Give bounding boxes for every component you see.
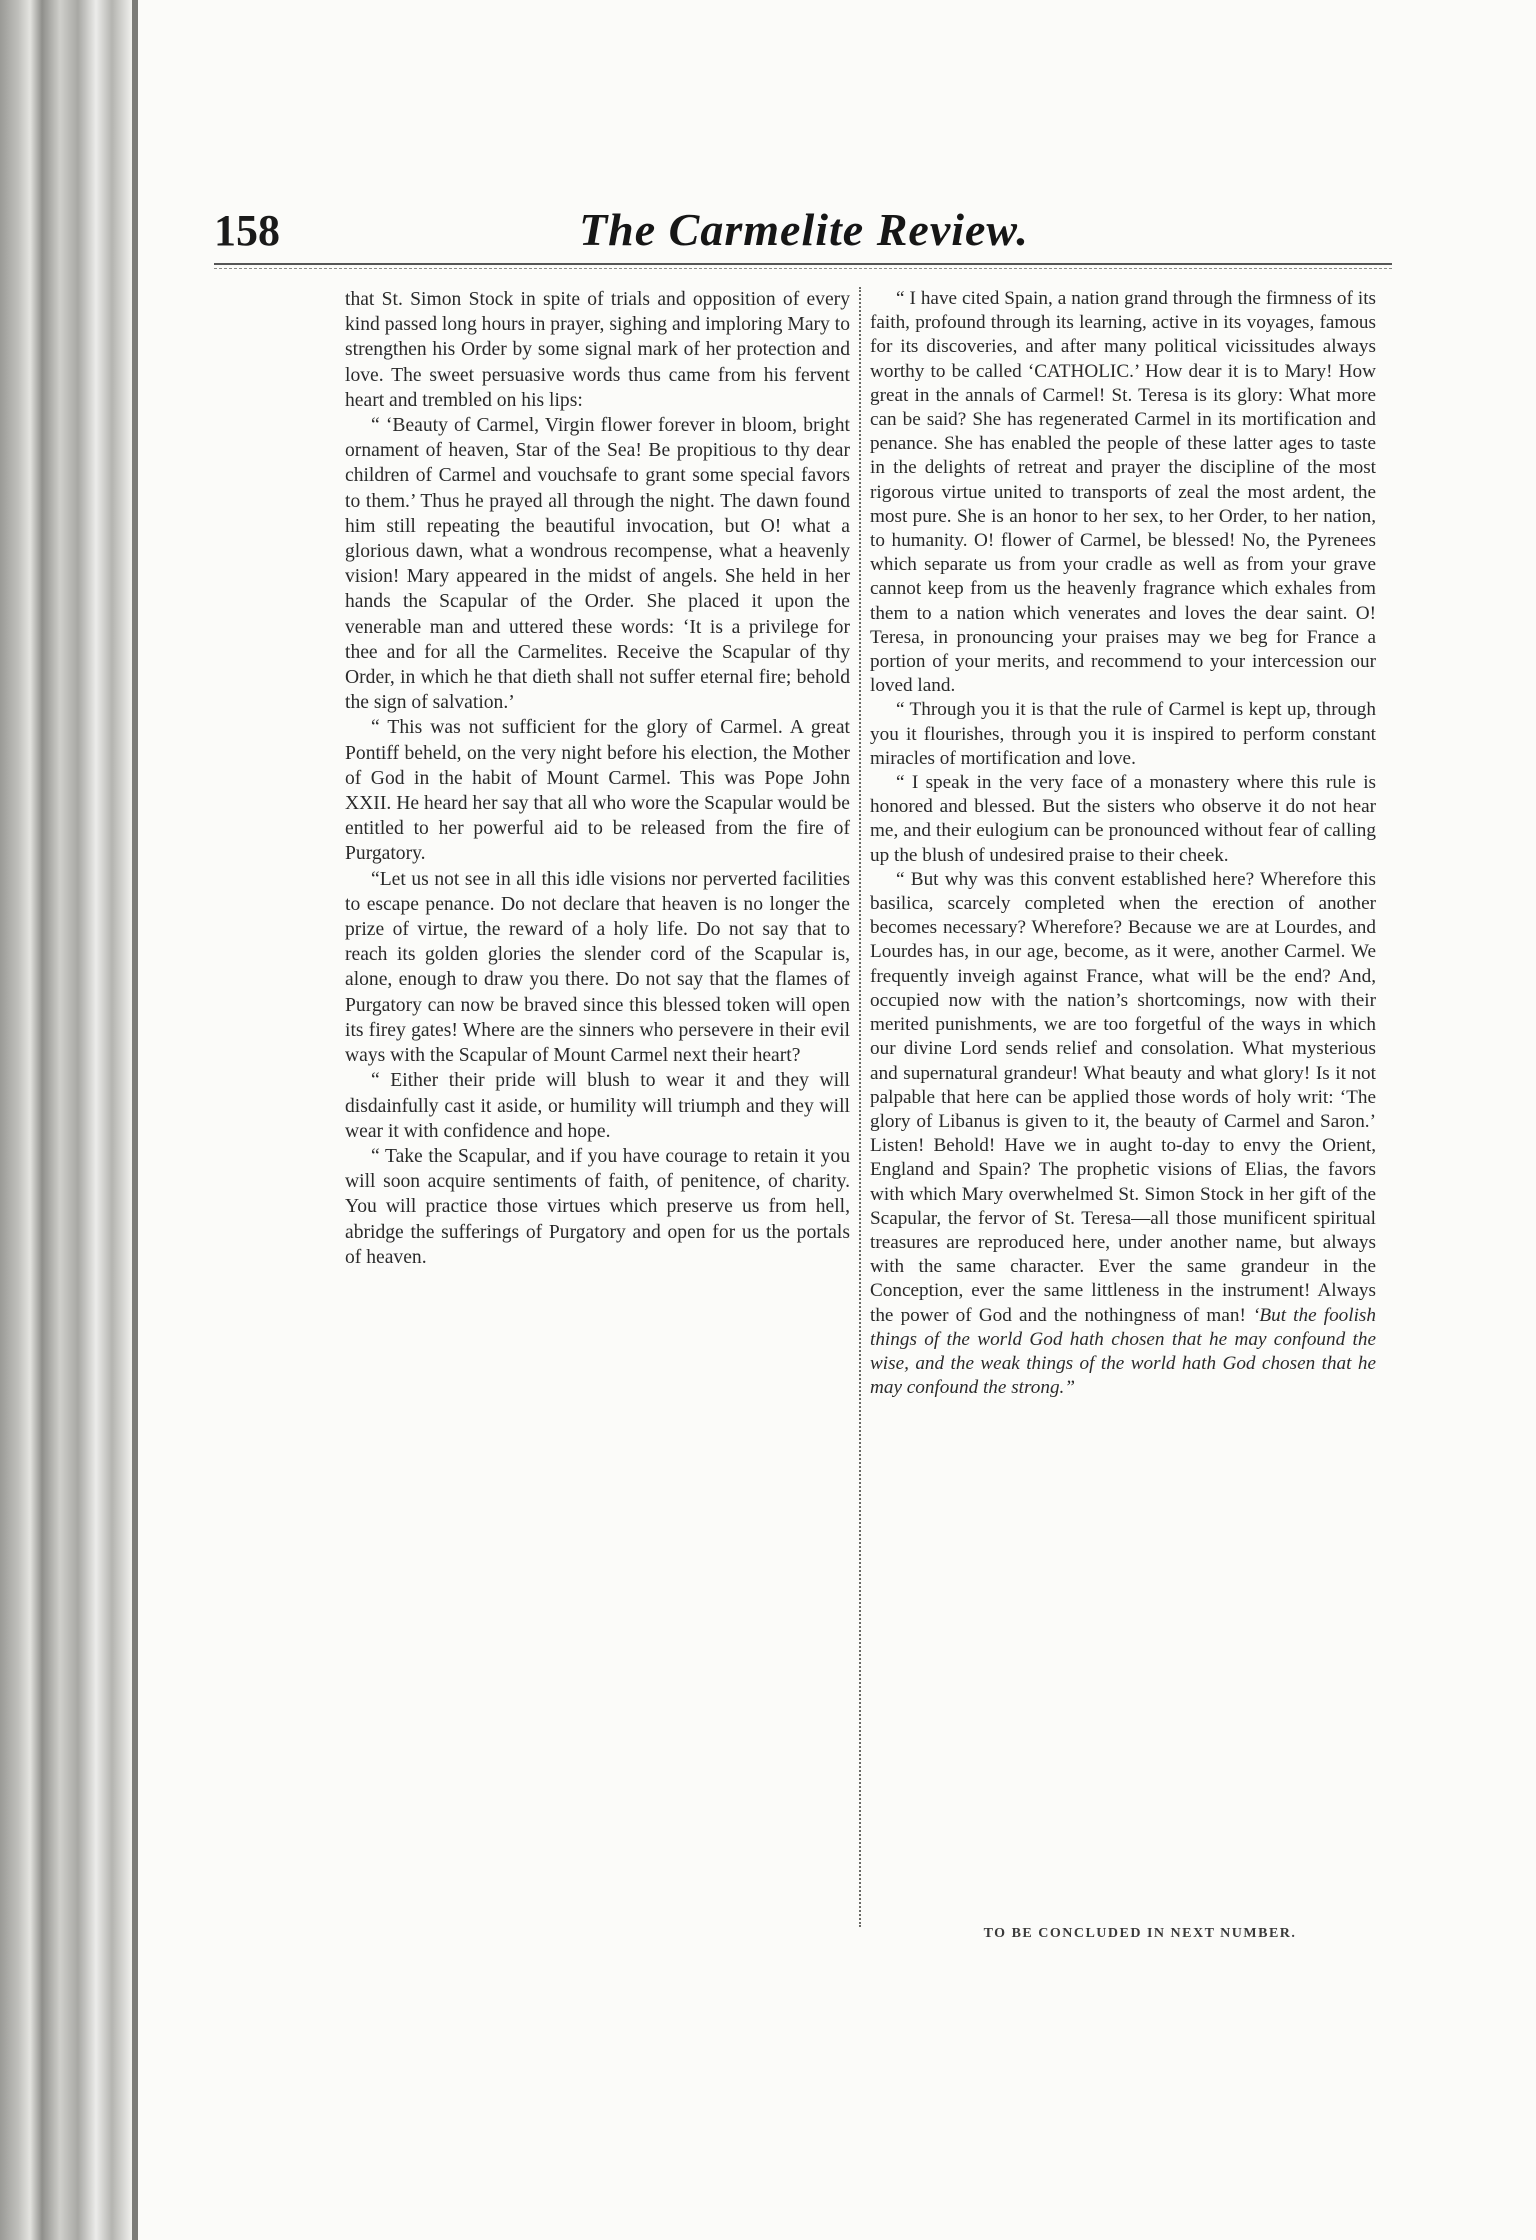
right-paragraph-4-italic: ‘But the foolish things of the world God hath chosen that he may confound the wise, and the weak things of the world hath God chosen that he may confound the strong.”	[870, 1304, 1376, 1399]
right-paragraph-2: “ Through you it is that the rule of Carmel is kept up, through you it flourishes, through you it is inspired to perform constant miracles of mortification and love.	[870, 699, 1376, 769]
left-column	[345, 287, 850, 1270]
page-header	[214, 205, 1394, 261]
header-rule	[214, 263, 1392, 265]
right-paragraph-4-text: “ But why was this convent established here? Wherefore this basilica, scarcely completed when the erection of another becomes necessary? Wherefore? Because we are at Lourdes, and Lourdes has, in our age, become, as it were, another Carmel. We frequently inveigh against France, what will be the end? And, occupied now with the nation’s shortcomings, now with their merited punishments, we are too forgetful of the ways in which our divine Lord sends relief and consolation. What mysterious and supernatural grandeur! What beauty and what glory! Is it not palpable that here can be applied those words of holy writ: ‘The glory of Libanus is given to it, the beauty of Carmel and Saron.’ Listen! Behold! Have we in aught to-day to envy the Orient, England and Spain? The prophetic visions of Elias, the favors with which Mary overwhelmed St. Simon Stock in her gift of the Scapular, the fervor of St. Teresa—all those munificent spiritual treasures are reproduced here, under another name, but always with the same character. Ever the same grandeur in the Conception, ever the same littleness in the instrument! Always the power of God and the nothingness of man!	[870, 868, 1376, 1326]
book-binding-edge	[0, 0, 132, 2240]
journal-title: The Carmelite Review.	[579, 204, 1029, 255]
right-column	[870, 287, 1376, 1400]
right-paragraph-4	[870, 868, 1376, 1400]
header-rule-dashed	[214, 268, 1392, 269]
left-paragraph-4: “Let us not see in all this idle visions nor perverted facilities to escape penance. Do not declare that heaven is no longer the prize of virtue, the reward of a holy life. Do not say that to reach its golden glories the slender cord of the Scapular is, alone, enough to draw you there. Do not say that the flames of Purgatory can now be braved since this blessed token will open its firey gates! Where are the sinners who persevere in their evil ways with the Scapular of Mount Carmel next their heart?	[345, 868, 850, 1067]
right-paragraph-3: “ I speak in the very face of a monastery where this rule is honored and blessed. But the sisters who observe it do not hear me, and their eulogium can be pronounced without fear of calling up the blush of undesired praise to their cheek.	[870, 772, 1376, 866]
page-edge-shadow	[132, 0, 138, 2240]
left-paragraph-3: “ This was not sufficient for the glory of Carmel. A great Pontiff beheld, on the very night before his election, the Mother of God in the habit of Mount Carmel. This was Pope John XXII. He heard her say that all who wore the Scapular would be entitled to her powerful aid to be released from the fire of Purgatory.	[345, 717, 850, 865]
right-paragraph-1: “ I have cited Spain, a nation grand through the firmness of its faith, profound through its learning, active in its voyages, famous for its discoveries, and after many political vicissitudes always worthy to be called ‘CATHOLIC.’ How dear it is to Mary! How great in the annals of Carmel! St. Teresa is its glory: What more can be said? She has regenerated Carmel in its mortification and penance. She has enabled the people of these latter ages to taste in the delights of retreat and prayer the discipline of the most rigorous virtue united to transports of zeal the most ardent, the most pure. She is an honor to her sex, to her Order, to her nation, to humanity. O! flower of Carmel, be blessed! No, the Pyrenees which separate us from your cradle as well as from your grave cannot keep from us the heavenly fragrance which exhales from them to a nation which venerates and loves the dear saint. O! Teresa, in pronouncing your praises may we beg for France a portion of your merits, and recommend to your intercession our loved land.	[870, 288, 1376, 697]
left-paragraph-2: “ ‘Beauty of Carmel, Virgin flower forever in bloom, bright ornament of heaven, Star of the Sea! Be propitious to thy dear children of Carmel and vouchsafe to grant some special favors to them.’ Thus he prayed all through the night. The dawn found him still repeating the beautiful invocation, but O! what a glorious dawn, what a wondrous recompense, what a heavenly vision! Mary appeared in the midst of angels. She held in her hands the Scapular of the Order. She placed it upon the venerable man and uttered these words: ‘It is a privilege for thee and for all the Carmelites. Receive the Scapular of thy Order, in which he that dieth shall not suffer eternal fire; behold the sign of salvation.’	[345, 415, 850, 714]
page-number: 158	[214, 206, 280, 255]
left-paragraph-5: “ Either their pride will blush to wear it and they will disdainfully cast it aside, or humility will triumph and they will wear it with confidence and hope.	[345, 1070, 850, 1142]
left-paragraph-1: that St. Simon Stock in spite of trials and opposition of every kind passed long hours in prayer, sighing and imploring Mary to strengthen his Order by some signal mark of her protection and love. The sweet persuasive words thus came from his fervent heart and trembled on his lips:	[345, 289, 850, 411]
column-divider	[859, 287, 861, 1927]
left-paragraph-6: “ Take the Scapular, and if you have courage to retain it you will soon acquire sentiments of faith, of penitence, of charity. You will practice those virtues which preserve us from hell, abridge the sufferings of Purgatory and open for us the portals of heaven.	[345, 1145, 850, 1268]
to-be-concluded-note: TO BE CONCLUDED IN NEXT NUMBER.	[983, 1926, 1297, 1941]
